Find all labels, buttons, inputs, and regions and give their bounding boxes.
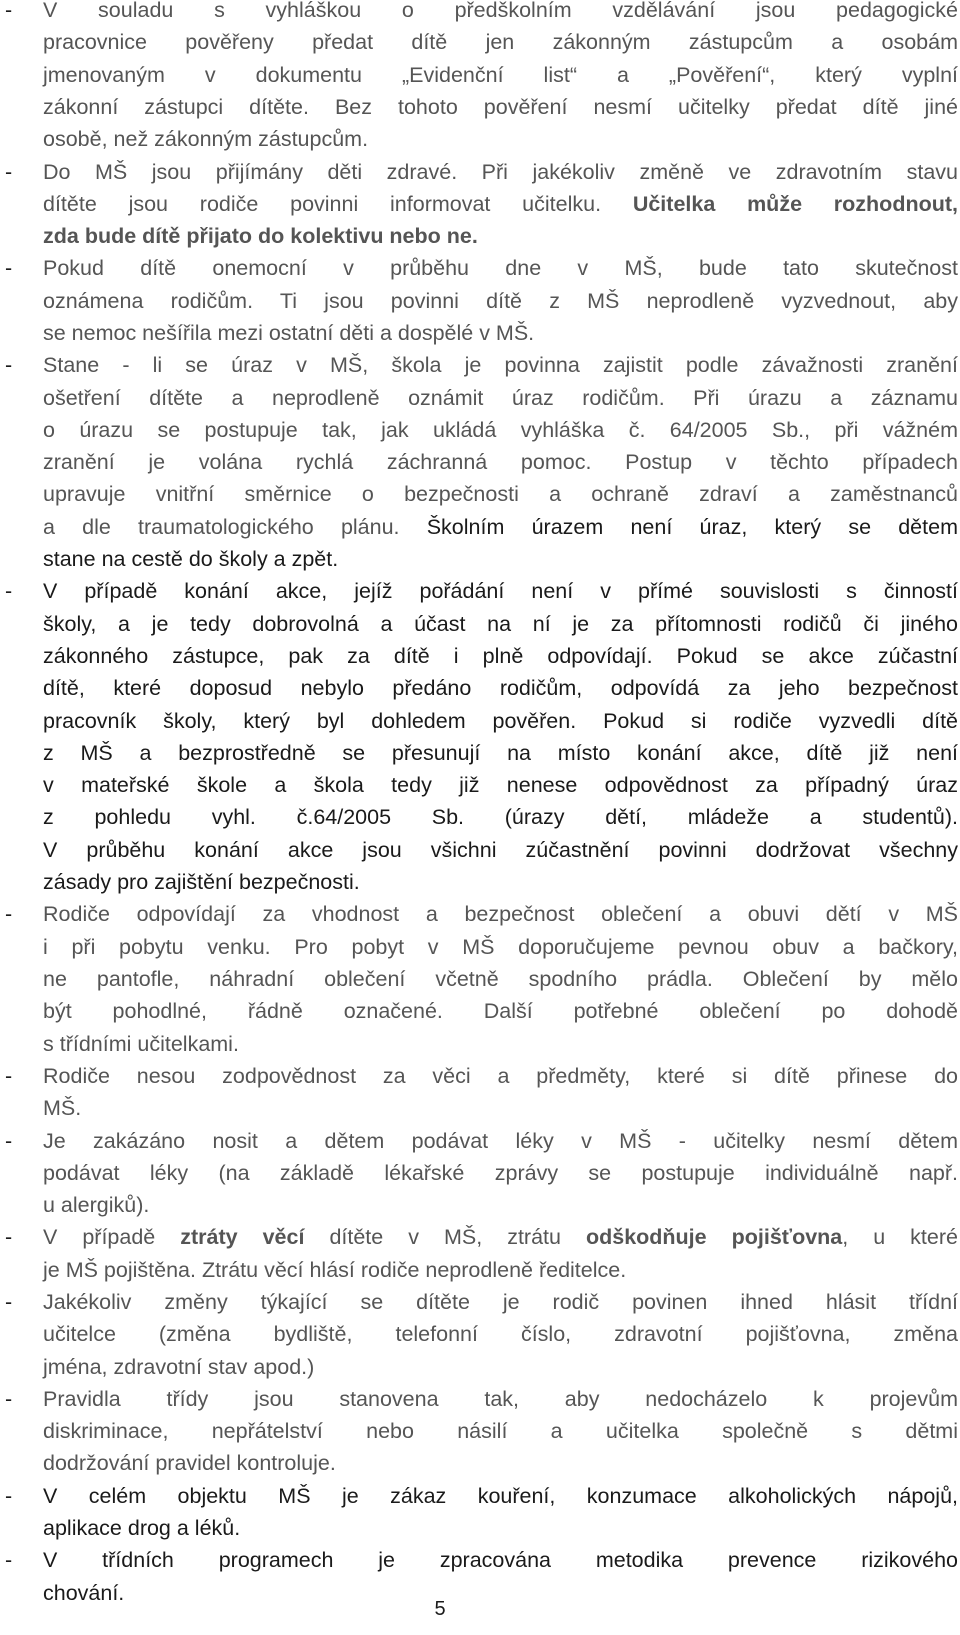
- text-line: [43, 1351, 958, 1383]
- text-line: [43, 1415, 958, 1447]
- text-line: [43, 446, 958, 478]
- text-line: [43, 478, 958, 510]
- text-run: V třídních programech je zpracována metodika prevence rizikového: [43, 1548, 958, 1573]
- text-line: [43, 91, 958, 123]
- text-line: [43, 1221, 958, 1253]
- list-item: [0, 898, 960, 1060]
- text-line: [43, 220, 958, 252]
- text-run: ztráty věcí: [180, 1225, 305, 1250]
- text-run: pracovnice pověřeny předat dítě jen zákonným zástupcům a osobám: [43, 30, 958, 55]
- bullet-dash: -: [5, 1290, 13, 1314]
- list-item: [0, 1060, 960, 1125]
- text-run: Pokud dítě onemocní v průběhu dne v MŠ, bude tato skutečnost: [43, 256, 958, 281]
- text-run: z MŠ a bezprostředně se přesunují na místo konání akce, dítě již není: [43, 740, 958, 765]
- text-line: [43, 1060, 958, 1092]
- text-line: [43, 898, 958, 930]
- text-line: [43, 931, 958, 963]
- text-line: [43, 123, 958, 155]
- text-run: Do MŠ jsou přijímány děti zdravé. Při jakékoliv změně ve zdravotním stavu: [43, 159, 958, 184]
- text-run: dítě, které doposud nebylo předáno rodičům, odpovídá za jeho bezpečnost: [43, 676, 958, 701]
- bullet-dash: -: [5, 902, 13, 927]
- text-line: [43, 575, 958, 607]
- list-item: [0, 0, 960, 156]
- text-line: [43, 1254, 958, 1286]
- text-line: [43, 737, 958, 769]
- text-run: Jakékoliv změny týkající se dítěte je rodič povinen ihned hlásit třídní: [43, 1290, 958, 1314]
- text-run: jmenovaným v dokumentu „Evidenční list“ a „Pověření“, který vyplní: [43, 62, 958, 87]
- text-run: podávat léky (na základě lékařské zprávy se postupuje individuálně např.: [43, 1160, 958, 1185]
- text-run: Pravidla třídy jsou stanovena tak, aby nedocházelo k projevům: [43, 1386, 958, 1411]
- text-run: pracovník školy, který byl dohledem pověřen. Pokud si rodiče vyzvedli dítě: [43, 708, 958, 733]
- text-run: ošetření dítěte a neprodleně oznámit úraz rodičům. Při úrazu a záznamu: [43, 385, 958, 410]
- text-line: [43, 188, 958, 220]
- bullet-dash: -: [5, 159, 13, 184]
- text-run: jména, zdravotní stav apod.): [43, 1354, 315, 1379]
- text-line: [43, 1383, 958, 1415]
- text-line: [43, 705, 958, 737]
- text-run: dítěte jsou rodiče povinni informovat učitelku.: [43, 191, 633, 216]
- text-run: stane na cestě do školy a zpět.: [43, 547, 339, 572]
- text-run: V celém objektu MŠ je zákaz kouření, konzumace alkoholických nápojů,: [43, 1483, 958, 1508]
- text-line: [43, 1189, 958, 1221]
- bullet-dash: -: [5, 1386, 13, 1411]
- text-line: [43, 1544, 958, 1576]
- text-run: v mateřské škole a škola tedy již nenese odpovědnost za případný úraz: [43, 773, 958, 798]
- text-line: [43, 834, 958, 866]
- bullet-dash: -: [5, 256, 13, 281]
- text-line: [43, 769, 958, 801]
- bullet-dash: -: [5, 1128, 13, 1153]
- text-line: [43, 1157, 958, 1189]
- text-run: aplikace drog a léků.: [43, 1516, 241, 1541]
- text-run: zákonného zástupce, pak za dítě i plně odpovídají. Pokud se akce zúčastní: [43, 643, 958, 668]
- text-line: [43, 349, 958, 381]
- list-item: [0, 575, 960, 898]
- text-run: chování.: [43, 1580, 125, 1605]
- text-run: oznámena rodičům. Ti jsou povinni dítě z MŠ neprodleně vyzvednout, aby: [43, 288, 958, 313]
- text-line: [43, 1125, 958, 1157]
- page-number: 5: [434, 1598, 446, 1620]
- text-line: [43, 252, 958, 284]
- text-run: je MŠ pojištěna. Ztrátu věcí hlásí rodiče neprodleně ředitelce.: [43, 1257, 627, 1282]
- list-item: [0, 252, 960, 349]
- list-item: [0, 156, 960, 253]
- text-run: dodržování pravidel kontroluje.: [43, 1451, 336, 1476]
- text-run: Je zakázáno nosit a dětem podávat léky v MŠ - učitelky nesmí dětem: [43, 1128, 958, 1153]
- text-run: i při pobytu venku. Pro pobyt v MŠ doporučujeme pevnou obuv a bačkory,: [43, 934, 958, 959]
- text-run: , u které: [842, 1225, 958, 1250]
- text-run: ne pantofle, náhradní oblečení včetně spodního prádla. Oblečení by mělo: [43, 966, 958, 991]
- text-line: [43, 543, 958, 575]
- text-line: [43, 1480, 958, 1512]
- text-line: [43, 317, 958, 349]
- text-run: odškodňuje pojišťovna: [585, 1225, 843, 1250]
- text-line: [43, 1286, 958, 1318]
- text-line: [43, 672, 958, 704]
- text-run: se nemoc nešířila mezi ostatní děti a dospělé v MŠ.: [43, 320, 535, 345]
- text-line: [43, 1512, 958, 1544]
- text-run: a dle traumatologického plánu.: [43, 514, 427, 539]
- text-run: upravuje vnitřní směrnice o bezpečnosti a ochraně zdraví a zaměstnanců: [43, 482, 958, 507]
- text-line: [43, 1447, 958, 1479]
- bullet-dash: -: [5, 1063, 13, 1088]
- list-item: [0, 1221, 960, 1286]
- text-line: [43, 1092, 958, 1124]
- list-item: [0, 1480, 960, 1545]
- text-run: V souladu s vyhláškou o předškolním vzdělávání jsou pedagogické: [43, 0, 958, 22]
- text-line: [43, 1318, 958, 1350]
- bullet-dash: -: [5, 1548, 13, 1573]
- text-line: [43, 382, 958, 414]
- list-item: [0, 349, 960, 575]
- text-line: [43, 285, 958, 317]
- text-line: [43, 963, 958, 995]
- text-line: [43, 26, 958, 58]
- text-line: [43, 640, 958, 672]
- text-line: [43, 59, 958, 91]
- text-line: [43, 866, 958, 898]
- text-line: [43, 1028, 958, 1060]
- text-run: V průběhu konání akce jsou všichni zúčastnění povinni dodržovat všechny: [43, 837, 958, 862]
- text-run: Stane - li se úraz v MŠ, škola je povinna zajistit podle závažnosti zranění: [43, 353, 958, 378]
- text-run: zranění je volána rychlá záchranná pomoc. Postup v těchto případech: [43, 450, 958, 475]
- text-run: MŠ.: [43, 1096, 82, 1121]
- text-line: [43, 414, 958, 446]
- bullet-dash: -: [5, 353, 13, 378]
- text-run: zákonní zástupci dítěte. Bez tohoto pověření nesmí učitelky předat dítě jiné: [43, 94, 958, 119]
- list-item: [0, 1125, 960, 1222]
- text-run: zda bude dítě přijato do kolektivu nebo ne.: [43, 224, 478, 249]
- text-run: V případě konání akce, jejíž pořádání není v přímé souvislosti s činností: [43, 579, 958, 604]
- text-line: [43, 0, 958, 26]
- text-line: [43, 156, 958, 188]
- bullet-dash: -: [5, 1483, 13, 1508]
- text-run: Rodiče nesou zodpovědnost za věci a předměty, které si dítě přinese do: [43, 1063, 958, 1088]
- text-line: [43, 608, 958, 640]
- list-item: [0, 1383, 960, 1480]
- text-line: [43, 801, 958, 833]
- text-run: dítěte v MŠ, ztrátu: [304, 1225, 586, 1250]
- bullet-dash: -: [5, 0, 13, 22]
- text-line: [43, 995, 958, 1027]
- bullet-dash: -: [5, 579, 13, 604]
- text-line: [43, 511, 958, 543]
- text-run: zásady pro zajištění bezpečnosti.: [43, 870, 360, 895]
- list-item: [0, 1286, 960, 1383]
- text-run: Rodiče odpovídají za vhodnost a bezpečnost oblečení a obuvi dětí v MŠ: [43, 902, 958, 927]
- text-run: učitelce (změna bydliště, telefonní číslo, zdravotní pojišťovna, změna: [43, 1322, 958, 1347]
- text-run: školy, a je tedy dobrovolná a účast na ní je za přítomnosti rodičů či jiného: [43, 611, 958, 636]
- text-run: V případě: [43, 1225, 181, 1250]
- bullet-dash: -: [5, 1225, 13, 1250]
- text-run: o úrazu se postupuje tak, jak ukládá vyhláška č. 64/2005 Sb., při vážném: [43, 417, 958, 442]
- text-run: s třídními učitelkami.: [43, 1031, 239, 1056]
- text-run: Učitelka může rozhodnout,: [632, 191, 958, 216]
- text-run: z pohledu vyhl. č.64/2005 Sb. (úrazy dětí, mládeže a studentů).: [43, 805, 958, 830]
- text-run: Školním úrazem není úraz, který se dětem: [426, 514, 958, 539]
- text-run: diskriminace, nepřátelství nebo násilí a učitelka společně s dětmi: [43, 1419, 958, 1444]
- text-run: osobě, než zákonným zástupcům.: [43, 127, 369, 152]
- text-run: u alergiků).: [43, 1193, 150, 1218]
- text-run: být pohodlné, řádně označené. Další potřebné oblečení po dohodě: [43, 999, 958, 1024]
